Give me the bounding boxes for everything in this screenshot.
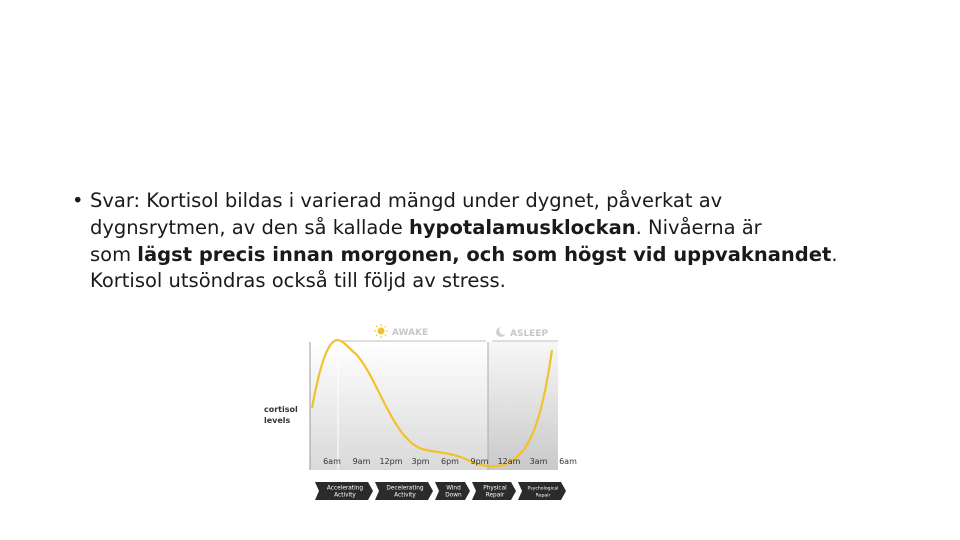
time-tick-label: 6pm [441, 457, 459, 466]
bold-text-segment: lägst precis innan morgonen, och som högst vid uppvaknandet [137, 242, 832, 266]
text-segment: . [831, 242, 838, 266]
time-tick-label: 3am [529, 457, 548, 466]
awake-label: AWAKE [392, 328, 429, 338]
moon-icon [496, 326, 508, 337]
bullet-text-line [72, 188, 922, 215]
phase-label: Physical [483, 485, 507, 492]
phase-box [518, 482, 566, 500]
bullet-paragraph [72, 188, 922, 295]
phase-label: Psychological [527, 486, 559, 492]
phase-label: Down [445, 492, 462, 499]
phase-label: Decelerating [386, 485, 424, 492]
time-tick-label: 6am [559, 457, 577, 466]
sun-icon [374, 324, 388, 338]
text-segment: som [90, 242, 138, 266]
time-tick-label: 12am [497, 457, 521, 466]
phase-box [375, 482, 433, 500]
phase-label: Wind [446, 485, 461, 492]
time-tick-label: 3pm [411, 457, 430, 466]
cortisol-chart [260, 320, 590, 510]
phase-box [435, 482, 470, 500]
text-segment: . Nivåerna är [635, 215, 762, 239]
time-tick-label: 12pm [379, 457, 403, 466]
time-tick-label: 9pm [470, 457, 489, 466]
y-axis-label-line1: cortisol [264, 405, 298, 414]
time-tick-label: 6am [323, 457, 341, 466]
time-tick-label: 9am [352, 457, 371, 466]
text-segment: Svar: Kortisol bildas i varierad mängd under dygnet, påverkat av [90, 189, 723, 212]
cortisol-figure [260, 320, 590, 510]
phase-label: Repair [535, 493, 551, 499]
bullet-text-line [72, 215, 922, 242]
phase-label: Activity [334, 492, 356, 499]
phase-label: Repair [485, 492, 505, 499]
bullet-marker: • [72, 189, 84, 212]
bold-text-segment: hypotalamusklockan [408, 215, 636, 239]
awake-panel [310, 342, 488, 470]
phase-box [315, 482, 373, 500]
text-segment: Kortisol utsöndras också till följd av stress. [90, 269, 506, 293]
phase-label: Accelerating [326, 485, 364, 492]
bullet-text-line [72, 268, 922, 295]
y-axis-label-line2: levels [264, 416, 291, 425]
phase-label: Activity [394, 492, 416, 499]
phase-box [472, 482, 516, 500]
asleep-label: ASLEEP [510, 329, 549, 339]
text-segment: dygnsrytmen, av den så kallade [90, 215, 409, 239]
bullet-text-line [72, 242, 922, 269]
